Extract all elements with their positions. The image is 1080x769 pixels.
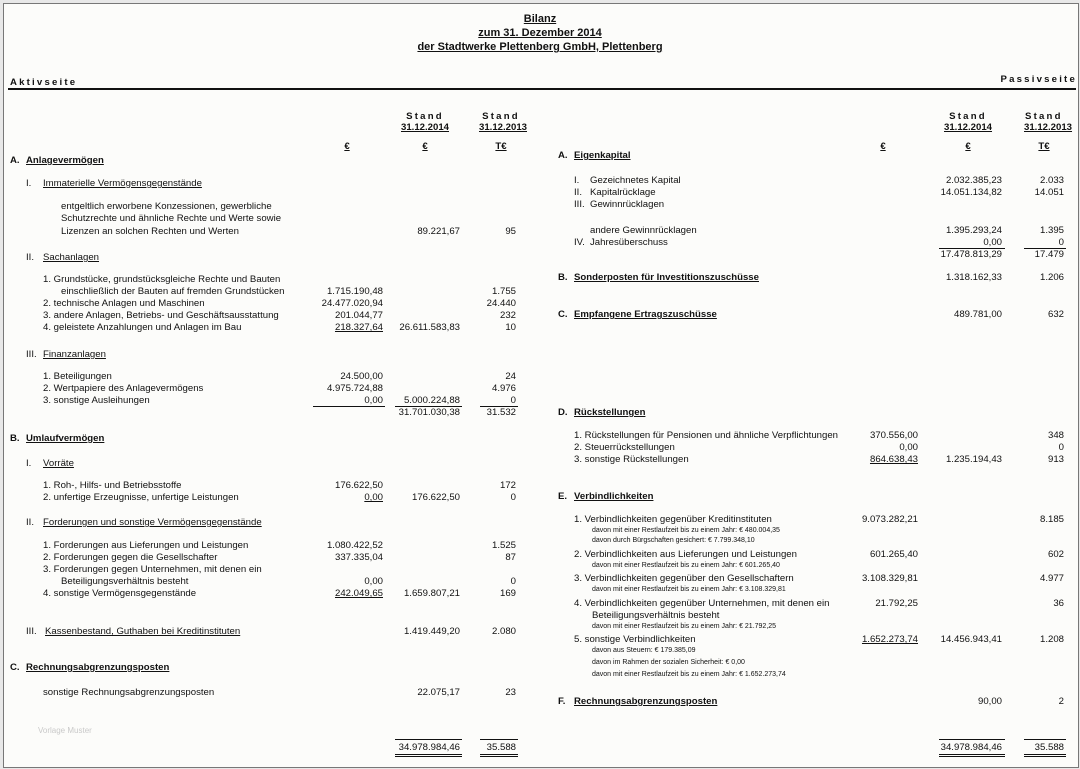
passiva-e-i5: 5. sonstige Verbindlichkeiten (574, 634, 696, 645)
aktiva-a2-i1b: einschließlich der Bauten auf fremden Grundstücken (61, 286, 285, 297)
passiva-a-i1n: I. (574, 175, 580, 186)
aktiva-a2-i1v: 1.715.190,48 (326, 286, 383, 297)
aktiva-b2-i4p: 169 (499, 588, 516, 599)
passiva-a-i2n: II. (574, 187, 582, 198)
passiva-a-i2: Kapitalrücklage (590, 187, 656, 198)
passiva-e-i1-note1: davon mit einer Restlaufzeit bis zu einem Jahr: € 480.004,35 (592, 527, 780, 534)
passiva-a-i1p: 2.033 (1039, 175, 1064, 186)
total-double-rule (939, 754, 1005, 755)
aktiva-b2-i2v: 337.335,04 (334, 552, 383, 563)
passiva-a-i4v: 0,00 (983, 237, 1002, 248)
aktiva-b2-i1v: 1.080.422,52 (326, 540, 383, 551)
aktiva-date-2014: 31.12.2014 (400, 122, 450, 133)
aktiva-c-v2013: 23 (505, 687, 516, 698)
watermark: Vorlage Muster (38, 726, 92, 735)
aktiva-a3-i2: 2. Wertpapiere des Anlagevermögens (43, 383, 204, 394)
aktiva-a1-title: Immaterielle Vermögensgegenstände (43, 178, 202, 189)
title-company: der Stadtwerke Plettenberg GmbH, Plettenberg (417, 41, 663, 53)
aktiva-a1-num: I. (26, 178, 32, 189)
passiva-e-i4-note1: davon mit einer Restlaufzeit bis zu einem Jahr: € 21.792,25 (592, 623, 777, 630)
aktiva-stand-2013: Stand (482, 111, 520, 122)
aktiva-a-letter: A. (10, 155, 20, 166)
total-rule (939, 739, 1005, 740)
aktiva-a3-i1: 1. Beteiligungen (43, 371, 112, 382)
aktiva-b1-num: I. (26, 458, 32, 469)
aktiva-a3-num: III. (26, 349, 37, 360)
aktiva-b2-i3b: Beteiligungsverhältnis besteht (61, 576, 189, 587)
passiva-d-title: Rückstellungen (574, 407, 646, 418)
aktiva-b2-i2p: 87 (505, 552, 516, 563)
passiva-d-i3v: 864.638,43 (869, 454, 918, 465)
passiva-a-i3: Gewinnrücklagen (590, 199, 665, 210)
aktiva-a3-i3s: 5.000.224,88 (403, 395, 460, 406)
total-double-rule (480, 756, 518, 757)
passiva-e-i2v: 601.265,40 (869, 549, 918, 560)
aktiva-b1-i2p: 0 (510, 492, 516, 503)
passiva-a-i4: Jahresüberschuss (590, 237, 668, 248)
aktiva-euro-col: € (344, 141, 350, 152)
aktiva-c-item: sonstige Rechnungsabgrenzungsposten (43, 687, 215, 698)
aktiva-a1-line2: Schutzrechte und ähnliche Rechte und Werte sowie (61, 213, 282, 224)
aktiva-a-title: Anlagevermögen (26, 155, 104, 166)
passiva-d-i3s: 1.235.194,43 (945, 454, 1002, 465)
passiva-total-2013: 35.588 (1034, 742, 1064, 753)
aktiva-a1-v2014: 89.221,67 (417, 226, 460, 237)
aktiva-b2-i2: 2. Forderungen gegen die Gesellschafter (43, 552, 218, 563)
passiva-e-i3p: 4.977 (1039, 573, 1064, 584)
total-double-rule (395, 754, 462, 755)
title-bilanz: Bilanz (523, 13, 557, 25)
passiva-b-v2014: 1.318.162,33 (945, 272, 1002, 283)
passiva-stand-2014: Stand (949, 111, 987, 122)
passiva-d-i2: 2. Steuerrückstellungen (574, 442, 675, 453)
passiva-c-letter: C. (558, 309, 568, 320)
aktiva-a2-i4: 4. geleistete Anzahlungen und Anlagen im Bau (43, 322, 242, 333)
aktiva-b2-title: Forderungen und sonstige Vermögensgegenstände (43, 517, 262, 528)
passiva-a-totalp: 17.479 (1034, 249, 1064, 260)
passiva-a-i1: Gezeichnetes Kapital (590, 175, 681, 186)
aktiva-a3-i2p: 4.976 (491, 383, 516, 394)
passiva-e-i1-note2: davon durch Bürgschaften gesichert: € 7.799.348,10 (592, 537, 755, 544)
passiva-a-i3n: III. (574, 199, 585, 210)
passiva-c-v2014: 489.781,00 (953, 309, 1002, 320)
aktiva-b2-num: II. (26, 517, 34, 528)
passiva-a-letter: A. (558, 150, 568, 161)
passiva-e-title: Verbindlichkeiten (574, 491, 654, 502)
passiva-e-i5-note1: davon aus Steuern: € 179.385,09 (592, 647, 696, 654)
passiva-e-i5-note2: davon im Rahmen der sozialen Sicherheit: € 0,00 (592, 659, 745, 666)
aktiva-b2-i4s: 1.659.807,21 (403, 588, 460, 599)
header-rule (8, 88, 1076, 90)
aktiva-b1-i1: 1. Roh-, Hilfs- und Betriebsstoffe (43, 480, 182, 491)
balance-sheet-document (3, 3, 1079, 768)
aktiva-a3-title: Finanzanlagen (43, 349, 106, 360)
passiva-euro-col: € (880, 141, 886, 152)
aktiva-a2-i3p: 232 (499, 310, 516, 321)
passiva-f-v2014: 90,00 (977, 696, 1002, 707)
passiva-e-i4a: 4. Verbindlichkeiten gegenüber Unternehmen, mit denen ein (574, 598, 830, 609)
aktiva-b3-v2014: 1.419.449,20 (403, 626, 460, 637)
passivseite-label: Passivseite (1000, 74, 1077, 85)
passiva-e-i4p: 36 (1053, 598, 1064, 609)
passiva-teuro-col: T€ (1038, 141, 1050, 152)
aktiva-a2-num: II. (26, 252, 34, 263)
aktiva-a2-i4s: 26.611.583,83 (399, 322, 460, 333)
passiva-e-i3-note1: davon mit einer Restlaufzeit bis zu einem Jahr: € 3.108.329,81 (592, 586, 786, 593)
passiva-d-i3p: 913 (1047, 454, 1064, 465)
passiva-stand-2013: Stand (1025, 111, 1063, 122)
aktiva-a1-v2013: 95 (505, 226, 516, 237)
aktiva-a2-i4v: 218.327,64 (334, 322, 383, 333)
aktiva-c-v2014: 22.075,17 (417, 687, 460, 698)
passiva-e-letter: E. (558, 491, 568, 502)
aktiva-date-2013: 31.12.2013 (478, 122, 528, 133)
passiva-a-title: Eigenkapital (574, 150, 631, 161)
aktiva-b1-i2v: 0,00 (364, 492, 383, 503)
aktiva-b2-i1: 1. Forderungen aus Lieferungen und Leistungen (43, 540, 249, 551)
passiva-e-i4v: 21.792,25 (875, 598, 918, 609)
total-double-rule (939, 756, 1005, 757)
aktiva-b2-i3a: 3. Forderungen gegen Unternehmen, mit denen ein (43, 564, 262, 575)
aktiva-a2-i3v: 201.044,77 (334, 310, 383, 321)
passiva-date-2013: 31.12.2013 (1024, 122, 1073, 133)
aktiva-a2-i4p: 10 (505, 322, 516, 333)
passiva-e-i3v: 3.108.329,81 (861, 573, 918, 584)
total-double-rule (395, 756, 462, 757)
aktiva-b1-i2s: 176.622,50 (411, 492, 460, 503)
passiva-e-i2-note1: davon mit einer Restlaufzeit bis zu einem Jahr: € 601.265,40 (592, 562, 780, 569)
passiva-f-v2013: 2 (1058, 696, 1064, 707)
passiva-f-title: Rechnungsabgrenzungsposten (574, 696, 718, 707)
aktiva-c-title: Rechnungsabgrenzungsposten (26, 662, 170, 673)
passiva-a-i4p: 0 (1058, 237, 1064, 248)
passiva-e-i5p: 1.208 (1039, 634, 1064, 645)
passiva-e-i1p: 8.185 (1039, 514, 1064, 525)
passiva-e-i5-note3: davon mit einer Restlaufzeit bis zu einem Jahr: € 1.652.273,74 (592, 671, 786, 678)
aktiva-b2-i3v: 0,00 (364, 576, 383, 587)
passiva-a-i3a: andere Gewinnrücklagen (590, 225, 697, 236)
passiva-d-i3: 3. sonstige Rückstellungen (574, 454, 689, 465)
aktiva-a-totalp: 31.532 (486, 407, 516, 418)
passiva-a-i3ap: 1.395 (1039, 225, 1064, 236)
aktiva-a3-i2v: 4.975.724,88 (326, 383, 383, 394)
passiva-e-i1v: 9.073.282,21 (861, 514, 918, 525)
total-double-rule (1024, 754, 1066, 755)
passiva-d-i2p: 0 (1058, 442, 1064, 453)
passiva-e-i5v: 1.652.273,74 (861, 634, 918, 645)
total-rule (480, 739, 518, 740)
passiva-d-i2v: 0,00 (899, 442, 918, 453)
subtotal-rule (313, 406, 385, 407)
aktiva-b3-num: III. (26, 626, 37, 637)
aktiva-b1-i1v: 176.622,50 (334, 480, 383, 491)
aktiva-a3-i3p: 0 (510, 395, 516, 406)
passiva-a-i1v: 2.032.385,23 (945, 175, 1002, 186)
aktiva-a3-i1v: 24.500,00 (340, 371, 383, 382)
passiva-e-i3: 3. Verbindlichkeiten gegenüber den Gesellschaftern (574, 573, 794, 584)
aktiva-a1-line1: entgeltlich erworbene Konzessionen, gewerbliche (61, 201, 272, 212)
passiva-d-i1p: 348 (1047, 430, 1064, 441)
aktiva-b1-i2: 2. unfertige Erzeugnisse, unfertige Leistungen (43, 492, 239, 503)
passiva-e-i2: 2. Verbindlichkeiten aus Lieferungen und Leistungen (574, 549, 797, 560)
aktiva-a2-i2v: 24.477.020,94 (321, 298, 383, 309)
passiva-e-i2p: 602 (1047, 549, 1064, 560)
passiva-a-i2p: 14.051 (1034, 187, 1064, 198)
aktiva-a2-i1p: 1.755 (491, 286, 516, 297)
aktiva-b3-title: Kassenbestand, Guthaben bei Kreditinstituten (45, 626, 241, 637)
aktiva-b2-i4: 4. sonstige Vermögensgegenstände (43, 588, 197, 599)
aktiva-euro-col-2014: € (422, 141, 428, 152)
aktiva-a-total: 31.701.030,38 (398, 407, 460, 418)
passiva-f-letter: F. (558, 696, 566, 707)
total-rule (395, 739, 462, 740)
passiva-d-i1: 1. Rückstellungen für Pensionen und ähnliche Verpflichtungen (574, 430, 839, 441)
aktiva-teuro-col: T€ (495, 141, 507, 152)
aktiva-a3-i3v: 0,00 (364, 395, 383, 406)
aktivseite-label: Aktivseite (10, 77, 78, 88)
total-double-rule (480, 754, 518, 755)
aktiva-c-letter: C. (10, 662, 20, 673)
passiva-b-title: Sonderposten für Investitionszuschüsse (574, 272, 759, 283)
aktiva-b2-i1p: 1.525 (491, 540, 516, 551)
aktiva-a3-i1p: 24 (505, 371, 516, 382)
aktiva-a2-title: Sachanlagen (43, 252, 100, 263)
passiva-a-total: 17.478.813,29 (940, 249, 1002, 260)
passiva-d-letter: D. (558, 407, 568, 418)
passiva-e-i1: 1. Verbindlichkeiten gegenüber Kreditinstituten (574, 514, 772, 525)
aktiva-total-2013: 35.588 (486, 742, 516, 753)
passiva-total-2014: 34.978.984,46 (940, 742, 1002, 753)
total-rule (1024, 739, 1066, 740)
total-double-rule (1024, 756, 1066, 757)
passiva-a-i4n: IV. (574, 237, 585, 248)
passiva-e-i4b: Beteiligungsverhältnis besteht (592, 610, 720, 621)
aktiva-a2-i2: 2. technische Anlagen und Maschinen (43, 298, 205, 309)
passiva-b-letter: B. (558, 272, 568, 283)
aktiva-b1-title: Vorräte (43, 458, 74, 469)
aktiva-b3-v2013: 2.080 (491, 626, 516, 637)
aktiva-a2-i2p: 24.440 (486, 298, 516, 309)
title-date: zum 31. Dezember 2014 (478, 27, 602, 39)
passiva-c-title: Empfangene Ertragszuschüsse (574, 309, 717, 320)
aktiva-b-title: Umlaufvermögen (26, 433, 105, 444)
passiva-a-i3av: 1.395.293,24 (945, 225, 1002, 236)
aktiva-stand-2014: Stand (406, 111, 444, 122)
aktiva-a2-i3: 3. andere Anlagen, Betriebs- und Geschäftsausstattung (43, 310, 279, 321)
aktiva-b1-i1p: 172 (499, 480, 516, 491)
aktiva-b2-i4v: 242.049,65 (334, 588, 383, 599)
aktiva-total-2014: 34.978.984,46 (398, 742, 460, 753)
passiva-e-i5s: 14.456.943,41 (940, 634, 1002, 645)
passiva-a-i2v: 14.051.134,82 (940, 187, 1002, 198)
passiva-d-i1v: 370.556,00 (869, 430, 918, 441)
passiva-b-v2013: 1.206 (1039, 272, 1064, 283)
passiva-euro-col-2014: € (965, 141, 971, 152)
aktiva-a1-line3: Lizenzen an solchen Rechten und Werten (61, 226, 239, 237)
passiva-date-2014: 31.12.2014 (943, 122, 993, 133)
passiva-c-v2013: 632 (1047, 309, 1064, 320)
aktiva-a2-i1a: 1. Grundstücke, grundstücksgleiche Rechte und Bauten (43, 274, 281, 285)
aktiva-b2-i3p: 0 (510, 576, 516, 587)
aktiva-b-letter: B. (10, 433, 20, 444)
aktiva-a3-i3: 3. sonstige Ausleihungen (43, 395, 150, 406)
